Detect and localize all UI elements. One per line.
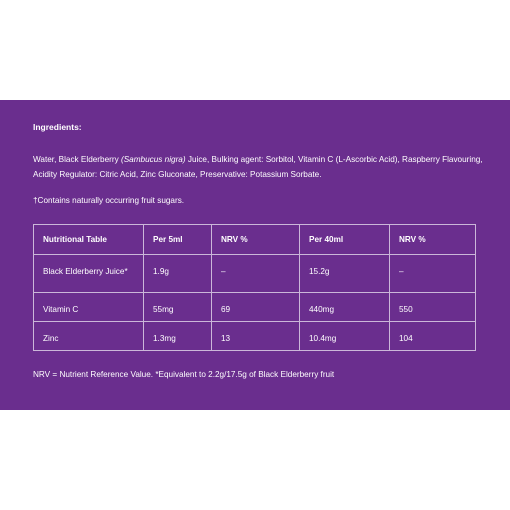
cell-nutrient: Zinc	[34, 322, 144, 351]
cell-nrv-40ml: 550	[390, 293, 476, 322]
cell-nrv-5ml: 69	[212, 293, 300, 322]
nutrition-table	[33, 224, 476, 351]
cell-per-40ml: 15.2g	[300, 255, 390, 293]
table-header-row	[34, 225, 476, 255]
table-row	[34, 322, 476, 351]
cell-per-40ml: 440mg	[300, 293, 390, 322]
cell-nrv-5ml: –	[212, 255, 300, 293]
ingredients-text-end: Juice, Bulking agent: Sorbitol, Vitamin C (L-Ascorbic Acid), Raspberry Flavouring, Acidity Regulator: Citric Acid, Zinc Gluconate, Preservative: Potassium Sorbate.	[33, 155, 483, 179]
cell-nutrient: Vitamin C	[34, 293, 144, 322]
ingredients-text-start: Water, Black Elderberry	[33, 155, 121, 164]
header-nrv-5ml: NRV %	[212, 225, 300, 255]
header-per-40ml: Per 40ml	[300, 225, 390, 255]
header-nrv-40ml: NRV %	[390, 225, 476, 255]
header-per-5ml: Per 5ml	[144, 225, 212, 255]
ingredients-heading: Ingredients:	[33, 122, 82, 132]
table-row	[34, 293, 476, 322]
ingredients-text	[33, 152, 483, 182]
cell-per-5ml: 55mg	[144, 293, 212, 322]
cell-per-5ml: 1.3mg	[144, 322, 212, 351]
cell-nrv-5ml: 13	[212, 322, 300, 351]
table-row	[34, 255, 476, 293]
sugar-note: †Contains naturally occurring fruit sugars.	[33, 196, 185, 205]
nrv-footnote: NRV = Nutrient Reference Value. *Equivalent to 2.2g/17.5g of Black Elderberry fruit	[33, 370, 335, 379]
cell-nrv-40ml: –	[390, 255, 476, 293]
cell-nutrient: Black Elderberry Juice*	[34, 255, 144, 293]
cell-per-5ml: 1.9g	[144, 255, 212, 293]
cell-nrv-40ml: 104	[390, 322, 476, 351]
product-info-panel	[0, 100, 510, 410]
ingredients-latin-name: (Sambucus nigra)	[120, 155, 186, 164]
header-nutritional-table: Nutritional Table	[34, 225, 144, 255]
cell-per-40ml: 10.4mg	[300, 322, 390, 351]
